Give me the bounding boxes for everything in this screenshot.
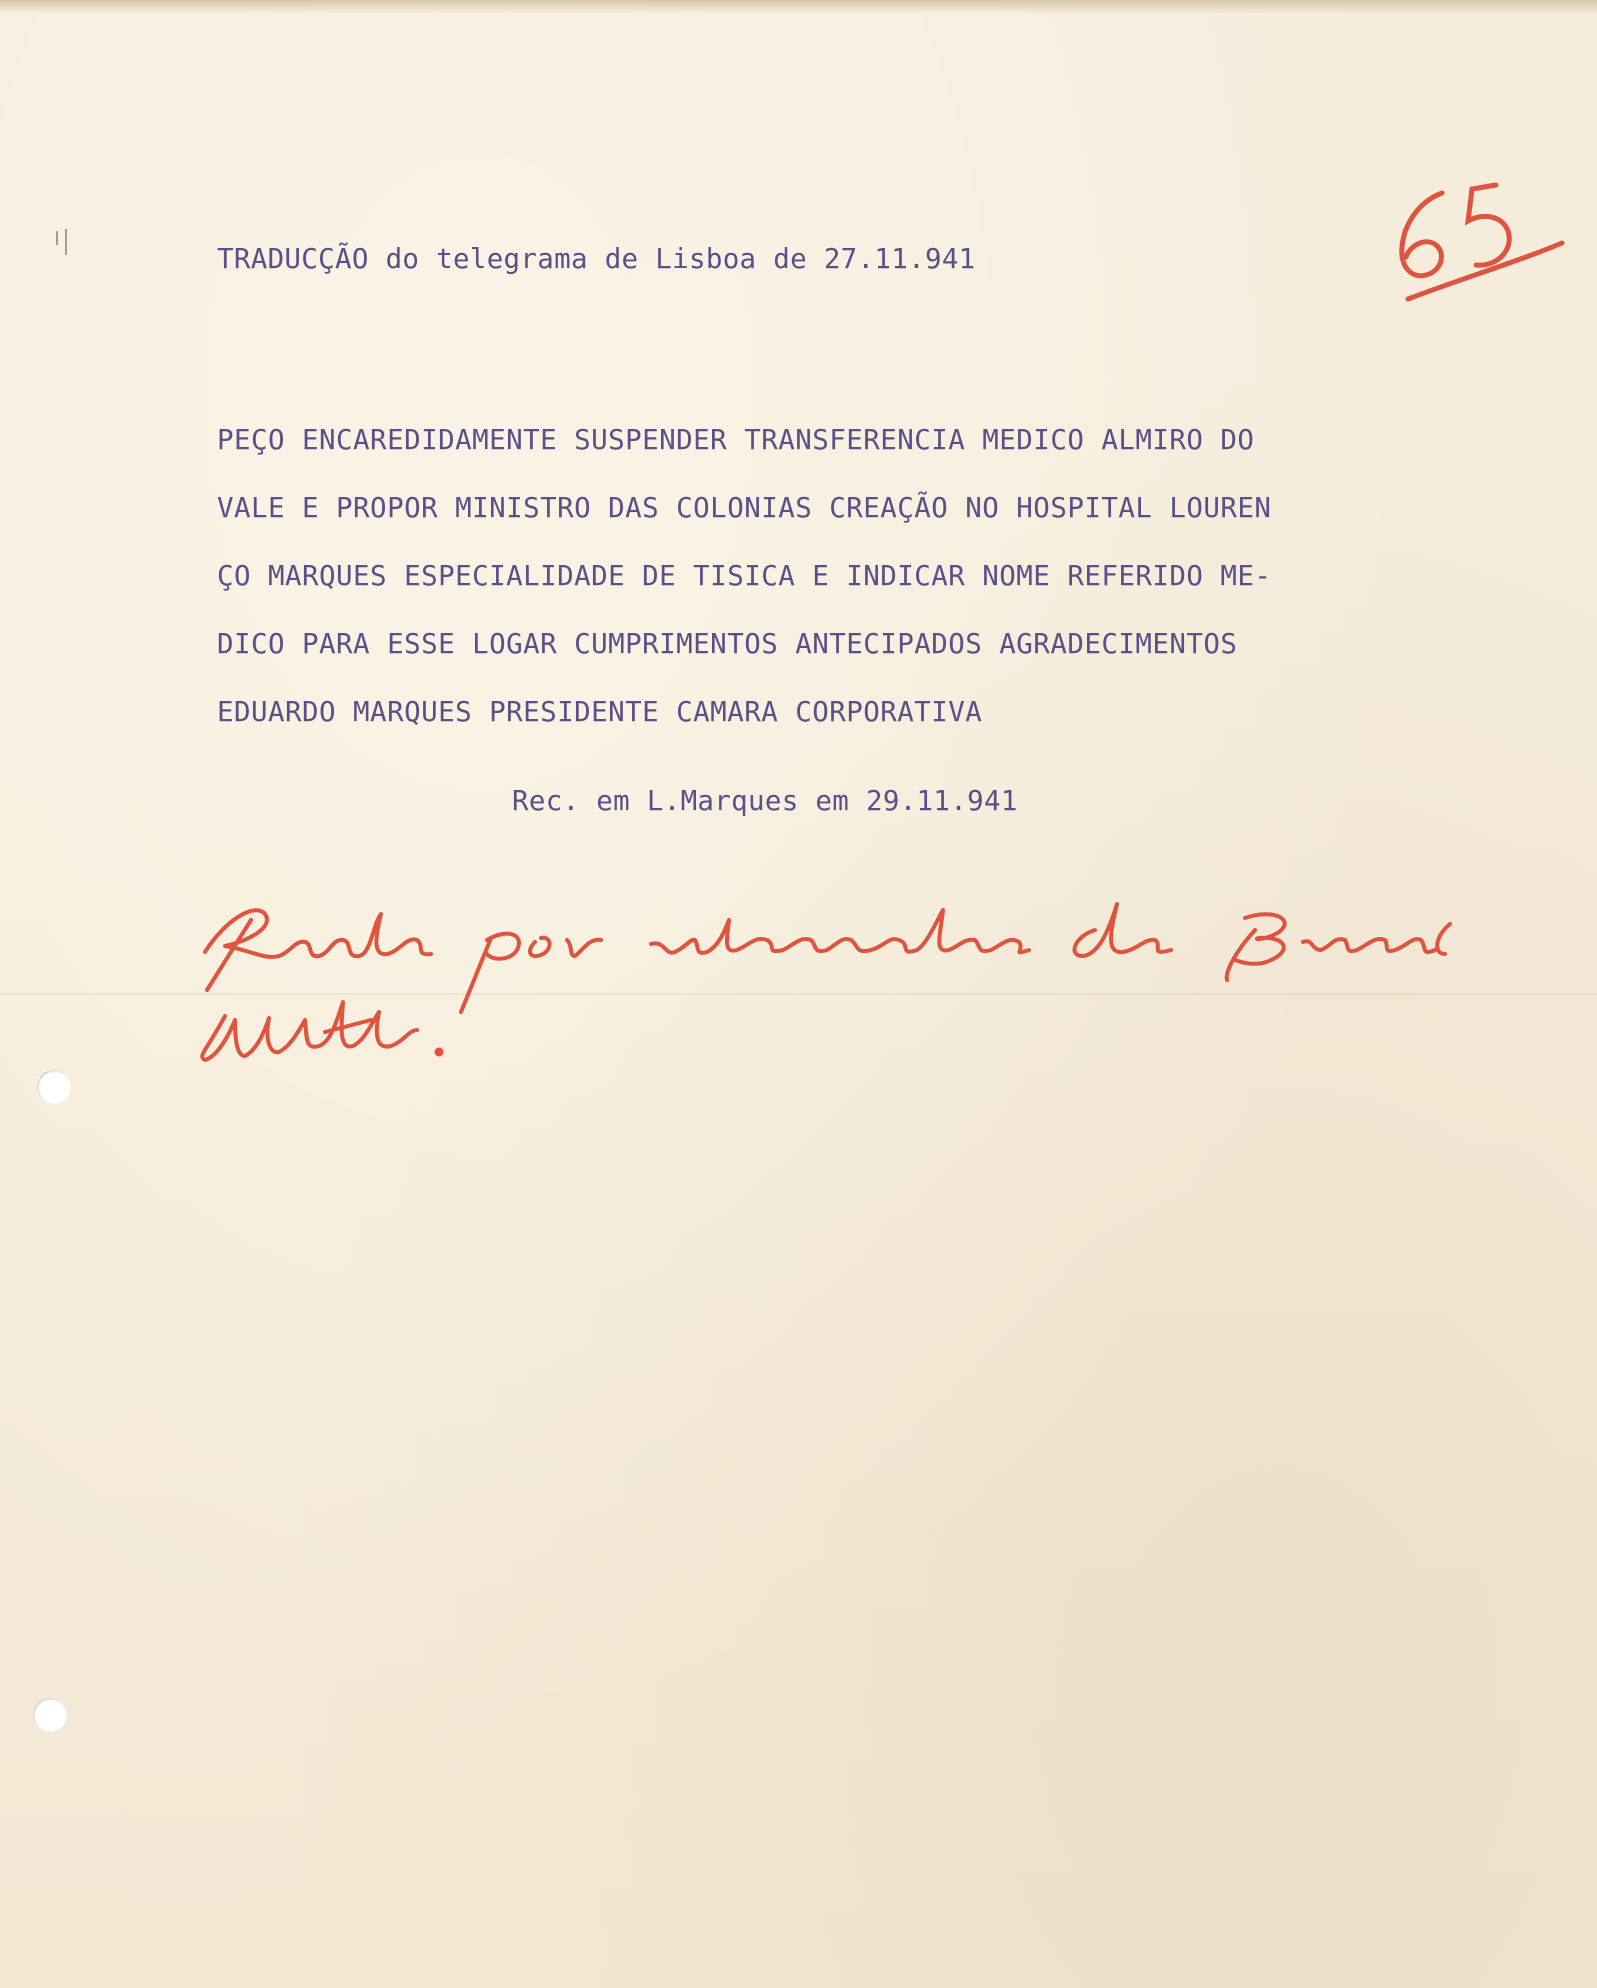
received-date-line: Rec. em L.Marques em 29.11.941	[512, 785, 1018, 817]
telegram-line: PEÇO ENCAREDIDAMENTE SUSPENDER TRANSFERENCIA MEDICO ALMIRO DO	[217, 424, 1255, 456]
folio-handwritten-65	[1380, 175, 1580, 315]
margin-mark	[52, 225, 72, 265]
telegram-line: DICO PARA ESSE LOGAR CUMPRIMENTOS ANTECIPADOS AGRADECIMENTOS	[217, 628, 1238, 660]
telegram-line: VALE E PROPOR MINISTRO DAS COLONIAS CREAÇÃO NO HOSPITAL LOUREN	[217, 492, 1272, 524]
punch-hole-lower	[33, 1698, 67, 1732]
document-title: TRADUCÇÃO do telegrama de Lisboa de 27.11.941	[217, 243, 976, 275]
punch-hole-upper	[37, 1070, 71, 1104]
folio-number	[1380, 175, 1580, 315]
handwritten-note-drawing	[195, 880, 1455, 1070]
telegram-line: ÇO MARQUES ESPECIALIDADE DE TISICA E INDICAR NOME REFERIDO ME-	[217, 560, 1272, 592]
telegram-body	[217, 406, 1271, 746]
handwritten-note	[195, 880, 1455, 1070]
telegram-line: EDUARDO MARQUES PRESIDENTE CAMARA CORPORATIVA	[217, 696, 983, 728]
paper-top-edge	[0, 0, 1597, 14]
